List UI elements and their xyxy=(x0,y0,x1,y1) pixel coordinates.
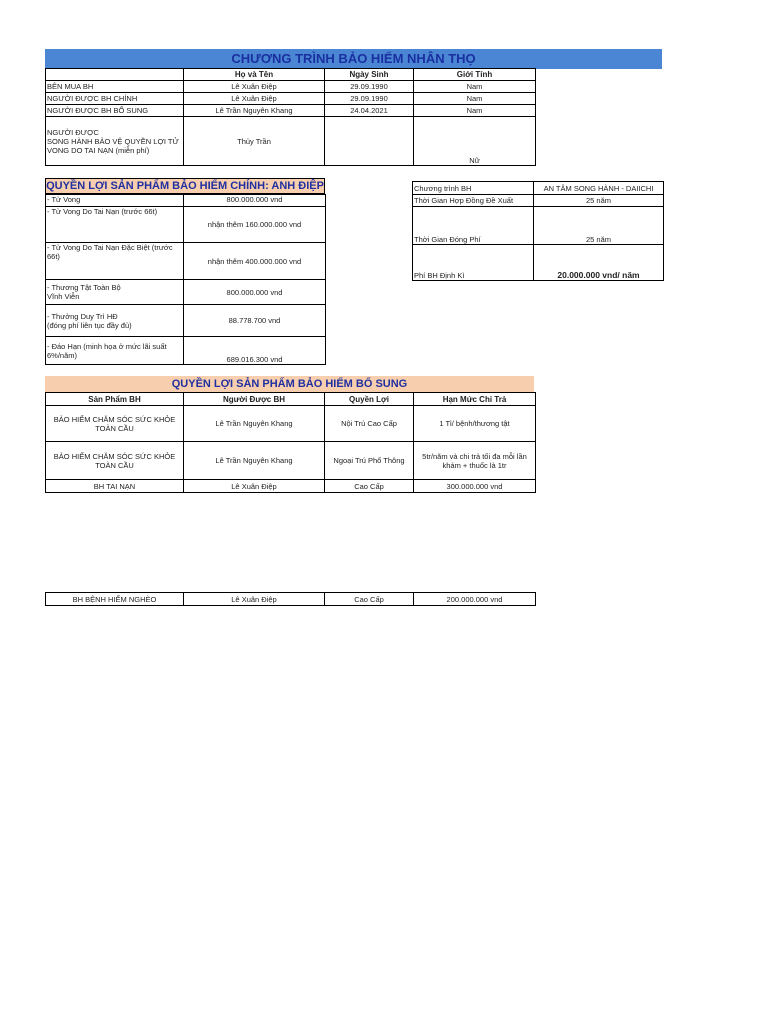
benefit-label xyxy=(46,305,184,337)
table-row xyxy=(46,105,536,117)
people-name: Lê Xuân Điệp xyxy=(184,93,325,105)
people-dob: 29.09.1990 xyxy=(325,81,414,93)
supp-limit: 5tr/năm và chi trả tối đa mỗi lần khám + thuốc là 1tr xyxy=(414,442,536,480)
plan-label: Chương trình BH xyxy=(413,182,534,195)
supp-insured: Lê Xuân Điệp xyxy=(184,480,325,493)
table-row xyxy=(46,207,326,243)
table-row xyxy=(46,195,326,207)
benefit-label: - Tử Vong xyxy=(46,195,184,207)
supp-benefit: Nội Trú Cao Cấp xyxy=(325,406,414,442)
people-name: Lê Xuân Điệp xyxy=(184,81,325,93)
benefit-label-line2: (đóng phí liên tục đầy đủ) xyxy=(47,320,132,330)
table-row xyxy=(413,245,664,281)
supp-header-insured: Người Được BH xyxy=(184,393,325,406)
main-title: CHƯƠNG TRÌNH BẢO HIỂM NHÂN THỌ xyxy=(45,49,662,69)
supp-benefit: Cao Cấp xyxy=(325,480,414,493)
benefit-label-line2: Vĩnh Viễn xyxy=(47,292,80,301)
people-gender: Nam xyxy=(414,81,536,93)
benefit-label: - Tử Vong Do Tai Nạn (trước 66t) xyxy=(46,207,184,243)
table-row xyxy=(46,305,326,337)
people-extra-dob xyxy=(325,117,414,166)
people-extra-role xyxy=(46,117,184,166)
benefit-value: 800.000.000 vnd xyxy=(184,280,326,305)
supp-benefits-table xyxy=(45,392,536,493)
table-row xyxy=(46,81,536,93)
table-row xyxy=(46,442,536,480)
main-benefits-title: QUYỀN LỢI SẢN PHẨM BẢO HIỂM CHÍNH: ANH ĐIỆP xyxy=(46,180,324,192)
plan-label: Thời Gian Đóng Phí xyxy=(413,207,534,245)
supp-extra-table xyxy=(45,592,536,606)
supp-benefit: Ngoại Trú Phổ Thông xyxy=(325,442,414,480)
benefit-value: 689.016.300 vnd xyxy=(184,337,326,365)
supp-product: BẢO HIỂM CHĂM SÓC SỨC KHỎE TOÀN CẦU xyxy=(46,406,184,442)
table-row xyxy=(413,195,664,207)
plan-value: AN TÂM SONG HÀNH - DAIICHI xyxy=(534,182,664,195)
supp-benefits-title: QUYỀN LỢI SẢN PHẨM BẢO HIỂM BỔ SUNG xyxy=(45,376,534,392)
plan-value: 20.000.000 vnd/ năm xyxy=(534,245,664,281)
supp-product: BẢO HIỂM CHĂM SÓC SỨC KHỎE TOÀN CẦU xyxy=(46,442,184,480)
supp-insured: Lê Xuân Điệp xyxy=(184,593,325,606)
benefit-label xyxy=(46,280,184,305)
people-gender: Nam xyxy=(414,93,536,105)
supp-insured: Lê Trần Nguyên Khang xyxy=(184,406,325,442)
people-header-gender: Giới Tính xyxy=(414,69,536,81)
table-row xyxy=(46,593,536,606)
benefit-label: - Tử Vong Do Tai Nạn Đặc Biệt (trước 66t) xyxy=(46,243,184,280)
people-role: NGƯỜI ĐƯỢC BH CHÍNH xyxy=(46,93,184,105)
people-name: Lê Trần Nguyên Khang xyxy=(184,105,325,117)
supp-limit: 1 Tỉ/ bệnh/thương tật xyxy=(414,406,536,442)
table-row xyxy=(46,117,536,166)
main-benefits-table xyxy=(45,194,326,365)
plan-info-table xyxy=(412,181,664,281)
supp-insured: Lê Trần Nguyên Khang xyxy=(184,442,325,480)
supp-limit: 200.000.000 vnd xyxy=(414,593,536,606)
plan-label: Thời Gian Hợp Đồng Đề Xuất xyxy=(413,195,534,207)
table-row xyxy=(413,182,664,195)
plan-label: Phí BH Định Kì xyxy=(413,245,534,281)
people-extra-name: Thủy Trần xyxy=(184,117,325,166)
table-row xyxy=(46,480,536,493)
people-role: BÊN MUA BH xyxy=(46,81,184,93)
people-extra-gender: Nữ xyxy=(414,117,536,166)
benefit-label-line1: - Thưởng Duy Trì HĐ xyxy=(47,311,118,321)
supp-benefit: Cao Cấp xyxy=(325,593,414,606)
supp-header-product: Sản Phẩm BH xyxy=(46,393,184,406)
plan-value: 25 năm xyxy=(534,195,664,207)
people-role: NGƯỜI ĐƯỢC BH BỔ SUNG xyxy=(46,105,184,117)
table-row xyxy=(413,207,664,245)
benefit-label: - Đáo Hạn (minh họa ở mức lãi suất 6%/năm) xyxy=(46,337,184,365)
supp-product: BH BỆNH HIỂM NGHÈO xyxy=(46,593,184,606)
people-header-name: Họ và Tên xyxy=(184,69,325,81)
people-header-empty xyxy=(46,69,184,81)
plan-value: 25 năm xyxy=(534,207,664,245)
benefit-value: 88.778.700 vnd xyxy=(184,305,326,337)
people-dob: 29.09.1990 xyxy=(325,93,414,105)
supp-limit: 300.000.000 vnd xyxy=(414,480,536,493)
people-extra-role-line2: SONG HÀNH BẢO VỆ QUYỀN LỢI TỬ VONG DO TAI NẠN (miễn phí) xyxy=(47,136,179,155)
supp-header-benefit: Quyền Lợi xyxy=(325,393,414,406)
people-extra-role-line1: NGƯỜI ĐƯỢC xyxy=(47,127,99,137)
people-header-dob: Ngày Sinh xyxy=(325,69,414,81)
table-row xyxy=(46,93,536,105)
benefit-label-line1: - Thương Tật Toàn Bộ xyxy=(47,283,121,292)
benefit-value: 800.000.000 vnd xyxy=(184,195,326,207)
supp-product: BH TAI NẠN xyxy=(46,480,184,493)
supp-header-limit: Hạn Mức Chi Trả xyxy=(414,393,536,406)
table-row xyxy=(46,243,326,280)
people-gender: Nam xyxy=(414,105,536,117)
table-row xyxy=(46,280,326,305)
benefit-value: nhận thêm 400.000.000 vnd xyxy=(184,243,326,280)
people-dob: 24.04.2021 xyxy=(325,105,414,117)
table-row xyxy=(46,406,536,442)
table-row xyxy=(46,337,326,365)
people-table xyxy=(45,68,536,166)
benefit-value: nhận thêm 160.000.000 vnd xyxy=(184,207,326,243)
